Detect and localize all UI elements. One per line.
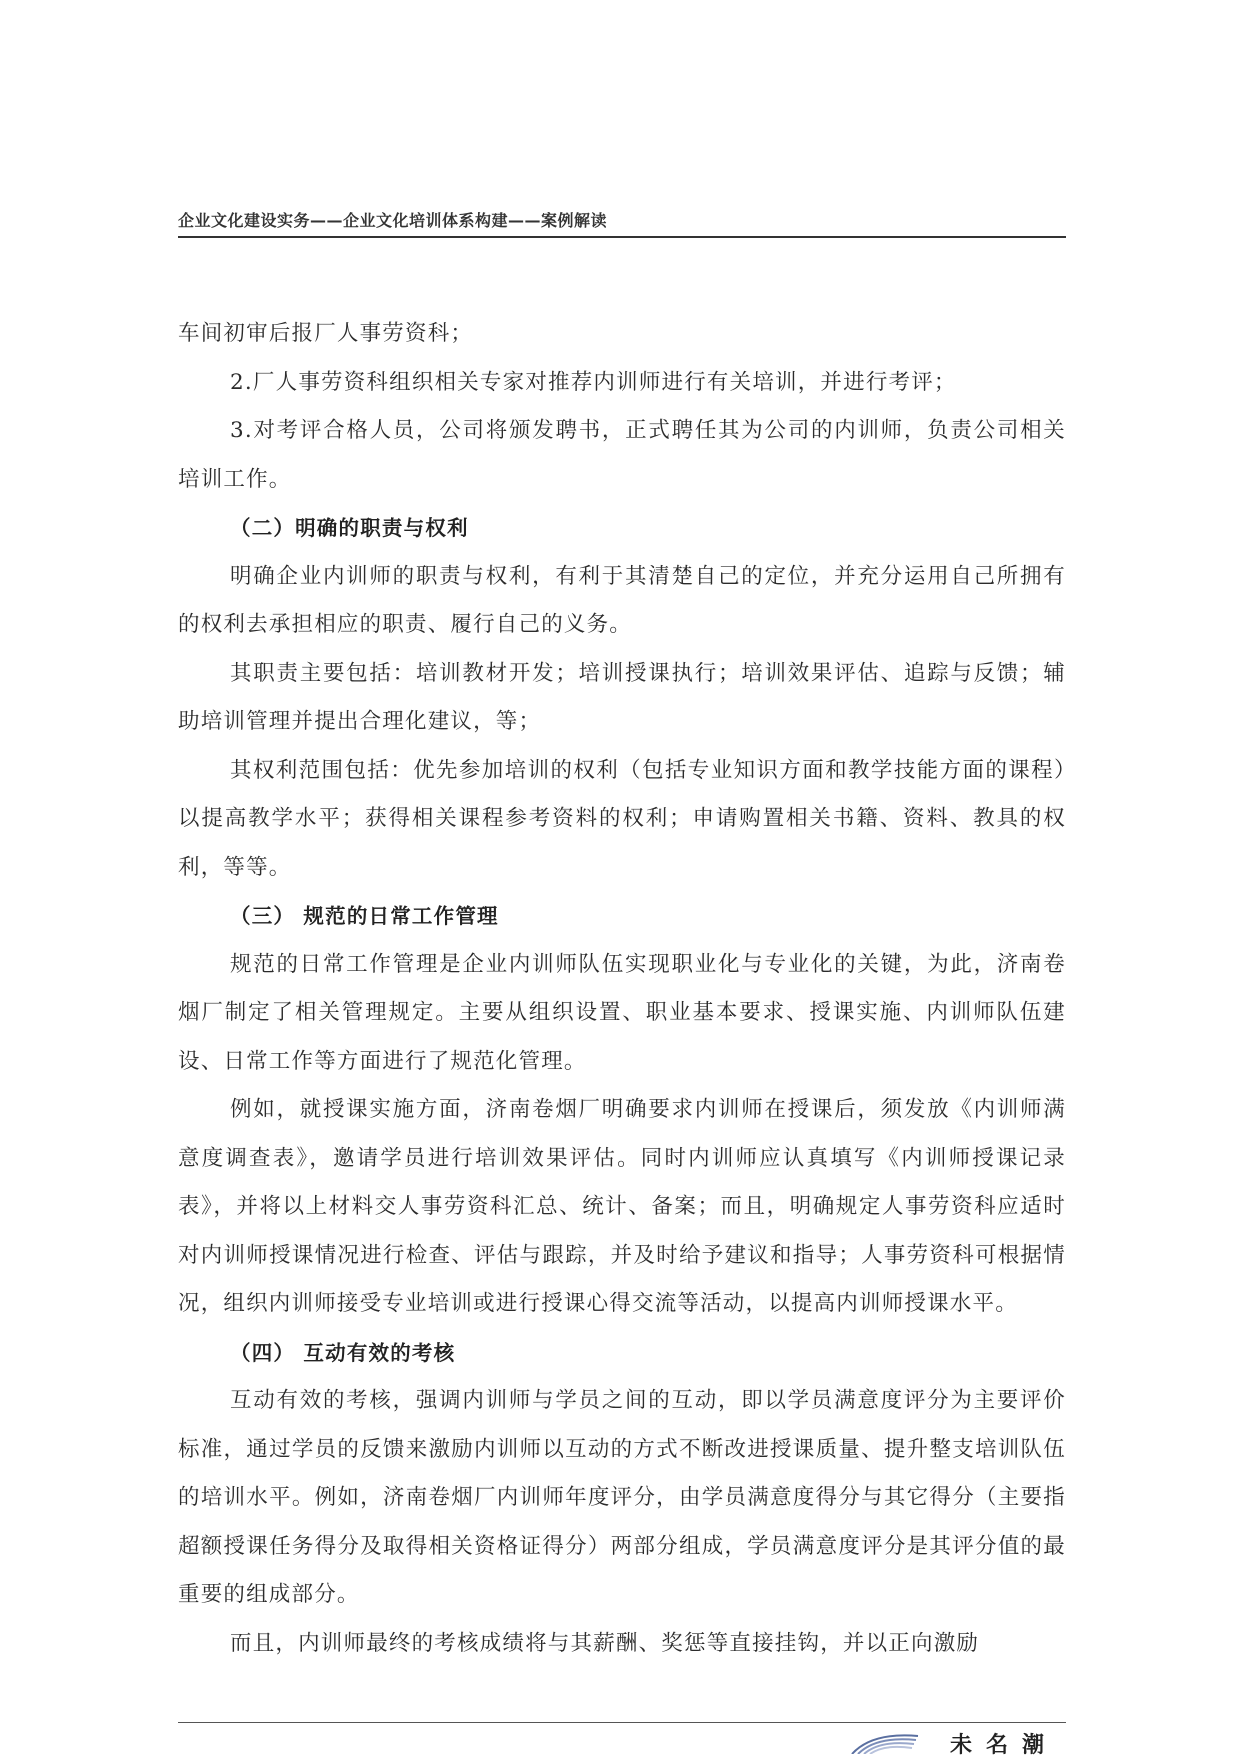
- footer-brand: 未名潮: [950, 1733, 1059, 1758]
- paragraph: 规范的日常工作管理是企业内训师队伍实现职业化与专业化的关键，为此，济南卷烟厂制定了相关管理规定。主要从组织设置、职业基本要求、授课实施、内训师队伍建设、日常工作等方面进行了规范化管理。: [178, 951, 1066, 1074]
- running-header: [178, 210, 1066, 238]
- swirl-logo-icon: [848, 1730, 928, 1754]
- paragraph: 车间初审后报厂人事劳资科；: [178, 321, 474, 346]
- paragraph: 明确企业内训师的职责与权利，有利于其清楚自己的定位，并充分运用自己所拥有的权利去承担相应的职责、履行自己的义务。: [178, 563, 1066, 637]
- section-heading: （二）明确的职责与权利: [230, 516, 469, 540]
- header-title: 企业文化建设实务——企业文化培训体系构建——案例解读: [178, 211, 608, 230]
- section-heading: （四） 互动有效的考核: [230, 1340, 456, 1365]
- paragraph: 互动有效的考核，强调内训师与学员之间的互动，即以学员满意度评分为主要评价标准，通过学员的反馈来激励内训师以互动的方式不断改进授课质量、提升整支培训队伍的培训水平。例如，济南卷烟厂内训师年度评分，由学员满意度得分与其它得分（主要指超额授课任务得分及取得相关资格证得分）两部分组成，学员满意度评分是其评分值的最重要的组成部分。: [178, 1388, 1066, 1607]
- paragraph: 例如，就授课实施方面，济南卷烟厂明确要求内训师在授课后，须发放《内训师满意度调查表》，邀请学员进行培训效果评估。同时内训师应认真填写《内训师授课记录表》，并将以上材料交人事劳资科汇总、统计、备案；而且，明确规定人事劳资科应适时对内训师授课情况进行检查、评估与跟踪，并及时给予建议和指导；人事劳资科可根据情况，组织内训师接受专业培训或进行授课心得交流等活动，以提高内训师授课水平。: [178, 1097, 1066, 1316]
- paragraph: 3.对考评合格人员，公司将颁发聘书，正式聘任其为公司的内训师，负责公司相关培训工作。: [178, 418, 1066, 492]
- paragraph: 2.厂人事劳资科组织相关专家对推荐内训师进行有关培训，并进行考评；: [230, 369, 957, 395]
- section-heading: （三） 规范的日常工作管理: [230, 904, 499, 928]
- paragraph: 其权利范围包括：优先参加培训的权利（包括专业知识方面和教学技能方面的课程）以提高教学水平；获得相关课程参考资料的权利；申请购置相关书籍、资料、教具的权利，等等。: [178, 757, 1066, 880]
- document-body: [178, 310, 1066, 1668]
- paragraph: 而且，内训师最终的考核成绩将与其薪酬、奖惩等直接挂钩，并以正向激励: [230, 1630, 980, 1656]
- footer-divider: [178, 1722, 1066, 1723]
- paragraph: 其职责主要包括：培训教材开发；培训授课执行；培训效果评估、追踪与反馈；辅助培训管理并提出合理化建议，等；: [178, 660, 1066, 734]
